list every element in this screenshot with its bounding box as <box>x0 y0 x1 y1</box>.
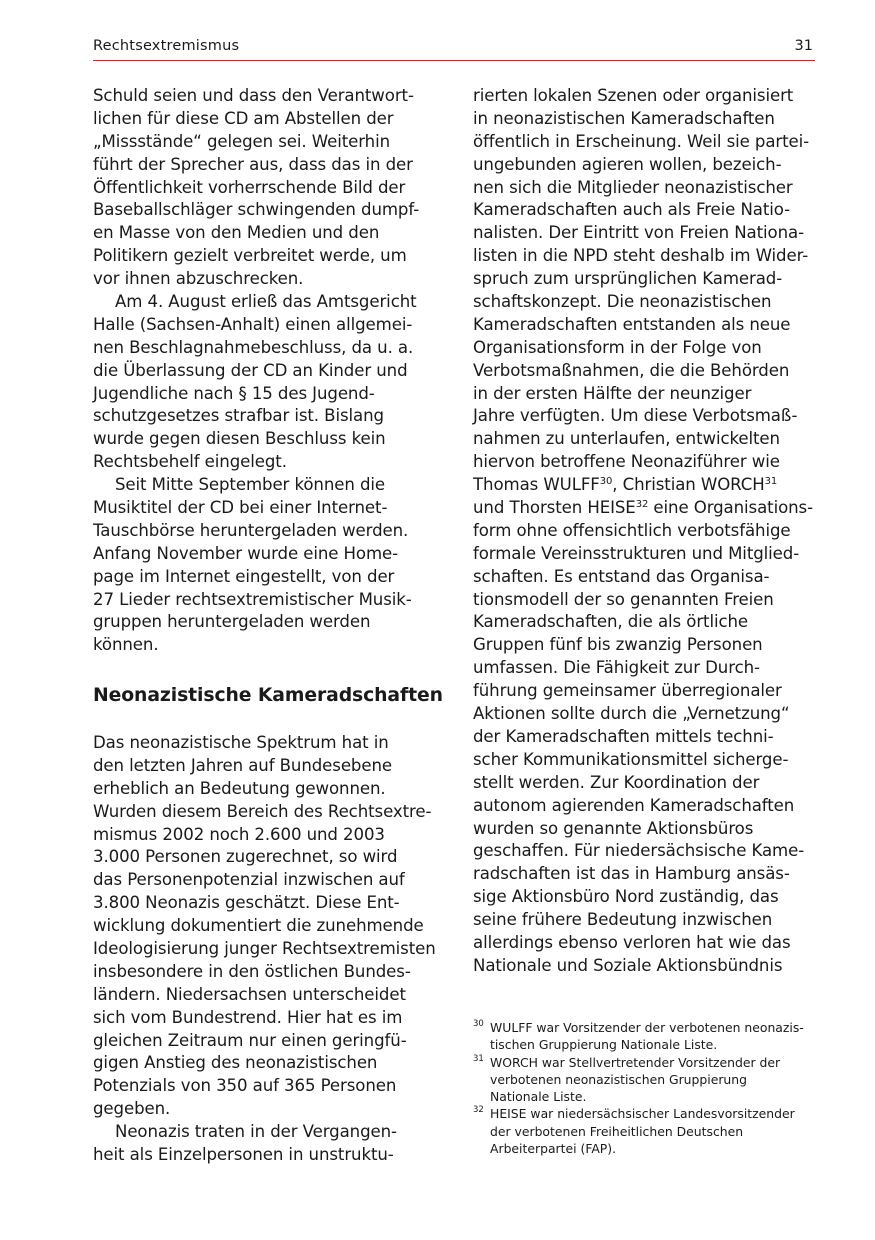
footnote-30 <box>473 1019 818 1036</box>
text-line: umfassen. Die Fähigkeit zur Durch- <box>473 658 760 678</box>
text-line: schaftskonzept. Die neonazistischen <box>473 292 772 312</box>
text-line: wurden so genannte Aktionsbüros <box>473 818 754 838</box>
footnote-ref-32[interactable]: 32 <box>635 499 649 511</box>
text-line: lichen für diese CD am Abstellen der <box>93 108 394 128</box>
text-line: scher Kommunikationsmittel sicherge- <box>473 749 789 769</box>
text-line: listen in die NPD steht deshalb im Wider- <box>473 246 809 266</box>
footnote-line: Nationale Liste. <box>490 1089 587 1105</box>
text-line: schutzgesetzes strafbar ist. Bislang <box>93 406 384 426</box>
left-column-top <box>93 85 438 657</box>
text-line: Tauschbörse heruntergeladen werden. <box>93 520 409 540</box>
text-line: Ideologisierung junger Rechtsextremisten <box>93 939 436 959</box>
text-line: Kameradschaften entstanden als neue <box>473 314 791 334</box>
text-line: Gruppen fünf bis zwanzig Personen <box>473 635 763 655</box>
footnote-line: der verbotenen Freiheitlichen Deutschen <box>490 1123 744 1139</box>
text-line: heit als Einzelpersonen in unstruktu- <box>93 1145 394 1165</box>
text-span: Thomas WULFF <box>473 475 600 495</box>
text-line: öffentlich in Erscheinung. Weil sie partei- <box>473 131 810 151</box>
text-line: Öffentlichkeit vorherrschende Bild der <box>93 177 406 197</box>
text-line: der Kameradschaften mittels techni- <box>473 726 774 746</box>
text-line: die Überlassung der CD an Kinder und <box>93 360 408 380</box>
footnote-ref-31[interactable]: 31 <box>764 476 778 488</box>
footnote-text: WULFF war Vorsitzender der verbotenen neonazis- <box>490 1020 804 1035</box>
text-line: tionsmodell der so genannten Freien <box>473 589 774 609</box>
text-span: eine Organisations- <box>648 498 813 518</box>
text-line: Seit Mitte September können die <box>115 475 386 495</box>
text-line: nalisten. Der Eintritt von Freien Nationa- <box>473 223 804 243</box>
text-line: Jugendliche nach § 15 des Jugend- <box>93 383 375 403</box>
footnote-number: 32 <box>473 1105 484 1116</box>
text-line: mismus 2002 noch 2.600 und 2003 <box>93 824 385 844</box>
text-line: Verbotsmaßnahmen, die die Behörden <box>473 360 790 380</box>
footnote-31 <box>473 1054 818 1071</box>
footnote-text: HEISE war niedersächsischer Landesvorsitzender <box>490 1106 795 1122</box>
text-line: erheblich an Bedeutung gewonnen. <box>93 778 386 798</box>
text-line: Am 4. August erließ das Amtsgericht <box>115 292 417 312</box>
text-line: page im Internet eingestellt, von der <box>93 566 395 586</box>
text-line: ungebunden agieren wollen, bezeich- <box>473 154 782 174</box>
text-line: formale Vereinsstrukturen und Mitglied- <box>473 543 800 563</box>
footnote-number: 30 <box>473 1019 484 1029</box>
text-line: wurde gegen diesen Beschluss kein <box>93 429 386 449</box>
text-line: führung gemeinsamer überregionaler <box>473 681 782 701</box>
text-line: Aktionen sollte durch die „Vernetzung“ <box>473 704 790 724</box>
text-line: 3.800 Neonazis geschätzt. Diese Ent- <box>93 893 400 913</box>
text-line: Schuld seien und dass den Verantwort- <box>93 86 414 105</box>
text-line: 3.000 Personen zugerechnet, so wird <box>93 847 398 867</box>
text-line: können. <box>93 635 159 655</box>
text-line: seine frühere Bedeutung inzwischen <box>473 910 773 930</box>
text-line: „Missstände“ gelegen sei. Weiterhin <box>93 131 391 151</box>
text-line: gigen Anstieg des neonazistischen <box>93 1053 378 1073</box>
text-line: Kameradschaften, die als örtliche <box>473 612 749 632</box>
text-line: Halle (Sachsen-Anhalt) einen allgemei- <box>93 314 413 334</box>
text-span: , Christian WORCH <box>612 475 765 495</box>
footnote-text: WORCH war Stellvertretender Vorsitzender der <box>490 1054 781 1070</box>
text-line: stellt werden. Zur Koordination der <box>473 772 760 792</box>
text-span: und Thorsten HEISE <box>473 498 636 518</box>
text-line: schaften. Es entstand das Organisa- <box>473 566 770 586</box>
text-line: in neonazistischen Kameradschaften <box>473 108 775 128</box>
text-line: autonom agierenden Kameradschaften <box>473 795 795 815</box>
text-line: Das neonazistische Spektrum hat in <box>93 733 389 752</box>
text-line: Baseballschläger schwingenden dumpf- <box>93 200 420 220</box>
text-line-with-footnotes <box>473 474 818 497</box>
text-line: den letzten Jahren auf Bundesebene <box>93 755 392 775</box>
text-line: das Personenpotenzial inzwischen auf <box>93 870 405 890</box>
text-line: gleichen Zeitraum nur einen geringfü- <box>93 1030 407 1050</box>
text-line: Neonazis traten in der Vergangen- <box>115 1122 397 1142</box>
text-line: en Masse von den Medien und den <box>93 223 380 243</box>
text-line: geschaffen. Für niedersächsische Kame- <box>473 841 805 861</box>
text-line: allerdings ebenso verloren hat wie das <box>473 932 791 952</box>
left-column-bottom <box>93 732 438 1167</box>
text-line: 27 Lieder rechtsextremistischer Musik- <box>93 589 412 609</box>
text-line: spruch zum ursprünglichen Kamerad- <box>473 269 783 289</box>
text-line: Anfang November wurde eine Home- <box>93 543 399 563</box>
text-line: ländern. Niedersachsen unterscheidet <box>93 984 406 1004</box>
text-line: nen sich die Mitglieder neonazistischer <box>473 177 793 197</box>
text-line: Wurden diesem Bereich des Rechtsextre- <box>93 801 432 821</box>
text-line: vor ihnen abzuschrecken. <box>93 269 304 289</box>
text-line: Kameradschaften auch als Freie Natio- <box>473 200 791 220</box>
text-line-with-footnote <box>473 497 818 520</box>
text-line: Jahre verfügten. Um diese Verbotsmaß- <box>473 406 798 426</box>
footnotes <box>473 1019 818 1157</box>
text-line: Potenzials von 350 auf 365 Personen <box>93 1076 397 1096</box>
text-line: gruppen heruntergeladen werden <box>93 612 371 632</box>
footnote-32 <box>473 1105 818 1122</box>
text-line: gegeben. <box>93 1099 171 1119</box>
footnote-line: verbotenen neonazistischen Gruppierung <box>490 1071 747 1087</box>
footnote-line: tischen Gruppierung Nationale Liste. <box>490 1037 718 1053</box>
text-line: nen Beschlagnahmebeschluss, da u. a. <box>93 337 414 357</box>
text-line: nahmen zu unterlaufen, entwickelten <box>473 429 780 449</box>
text-line: Nationale und Soziale Aktionsbündnis <box>473 955 783 975</box>
footnote-ref-30[interactable]: 30 <box>599 476 613 488</box>
text-line: sich vom Bundestrend. Hier hat es im <box>93 1007 403 1027</box>
section-heading: Neonazistische Kameradschaften <box>93 685 443 706</box>
text-line: Rechtsbehelf eingelegt. <box>93 452 287 472</box>
text-line: in der ersten Hälfte der neunziger <box>473 383 752 403</box>
text-line: form ohne offensichtlich verbotsfähige <box>473 520 791 540</box>
text-line: Politikern gezielt verbreitet werde, um <box>93 246 407 266</box>
text-line: wicklung dokumentiert die zunehmende <box>93 916 424 936</box>
text-line: Organisationsform in der Folge von <box>473 337 762 357</box>
footnote-number: 31 <box>473 1053 484 1064</box>
text-line: Musiktitel der CD bei einer Internet- <box>93 498 388 518</box>
text-line: führt der Sprecher aus, dass das in der <box>93 154 413 174</box>
running-header <box>93 38 815 61</box>
text-line: radschaften ist das in Hamburg ansäs- <box>473 864 790 884</box>
running-head-title: Rechtsextremismus <box>93 38 240 54</box>
text-line: hiervon betroffene Neonaziführer wie <box>473 452 780 472</box>
right-column <box>473 85 818 978</box>
text-line: rierten lokalen Szenen oder organisiert <box>473 86 794 105</box>
page-number: 31 <box>794 38 813 54</box>
text-line: insbesondere in den östlichen Bundes- <box>93 961 411 981</box>
text-line: sige Aktionsbüro Nord zuständig, das <box>473 887 779 907</box>
footnote-line: Arbeiterpartei (FAP). <box>490 1141 617 1157</box>
